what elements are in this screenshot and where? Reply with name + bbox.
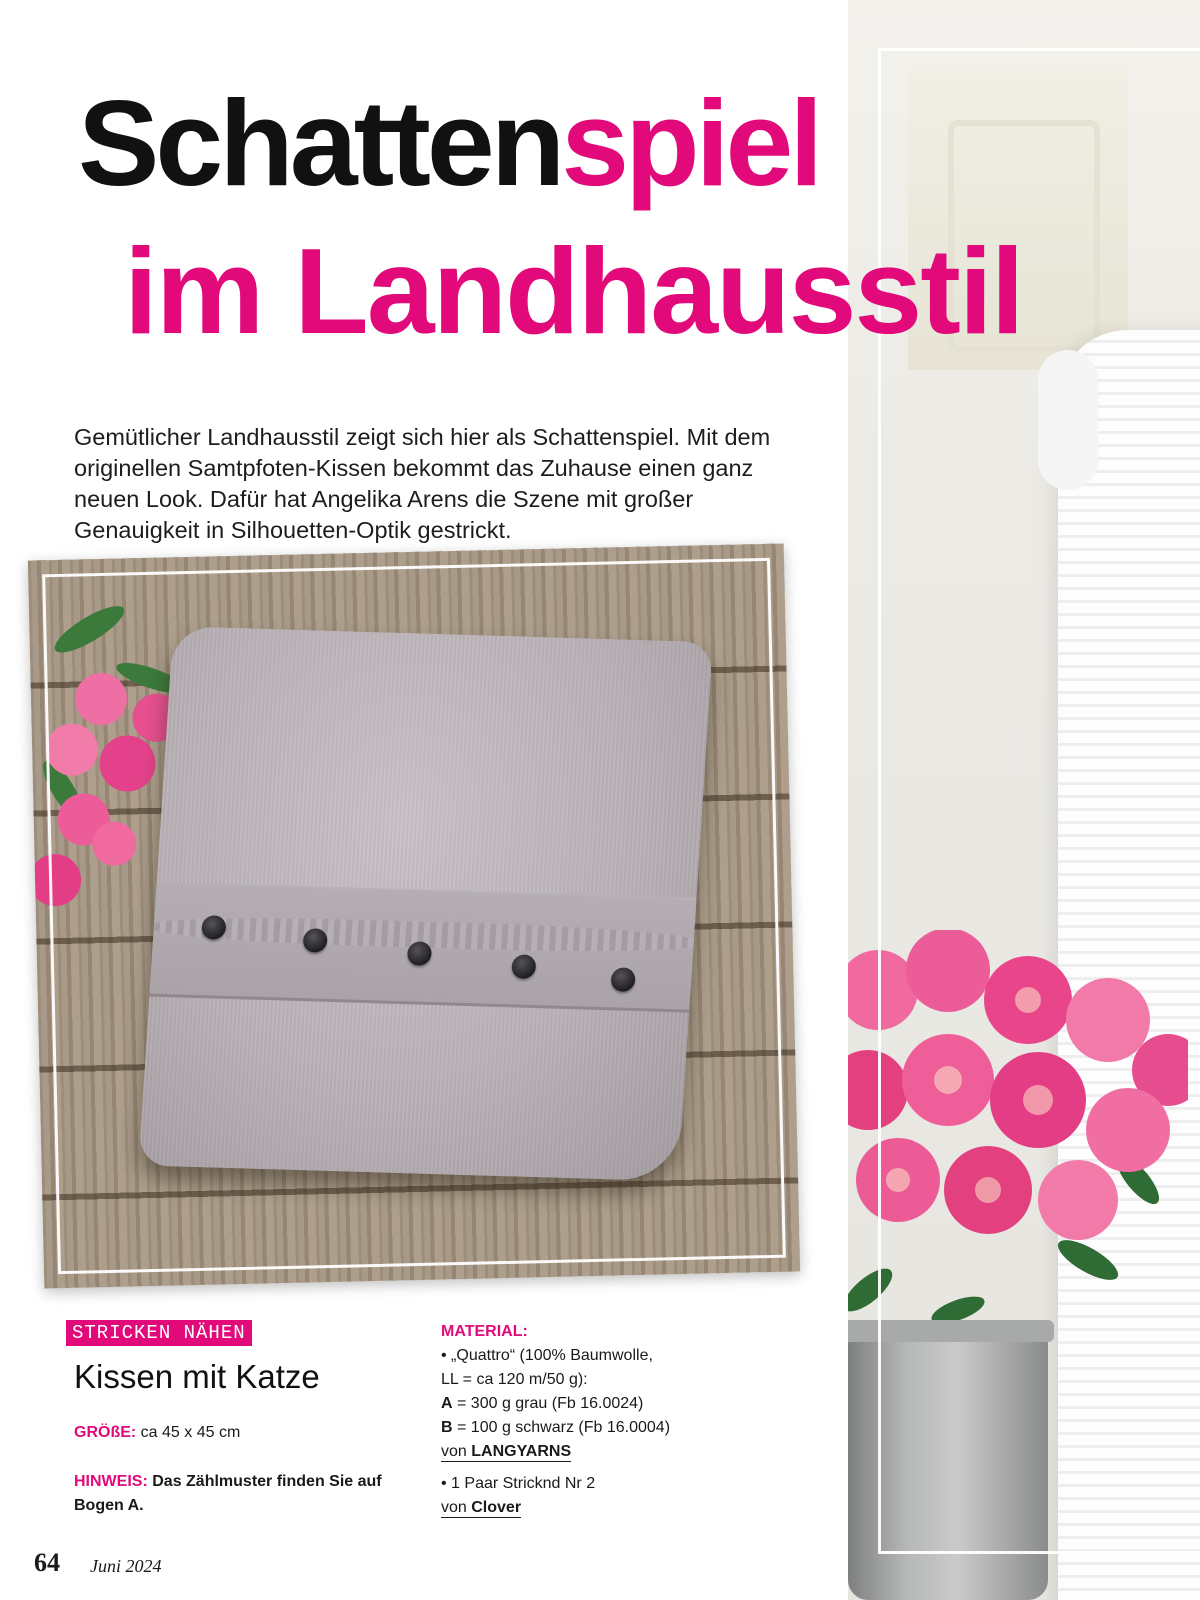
hint-info bbox=[74, 1470, 394, 1518]
headline-dark-part: Schatten bbox=[78, 75, 562, 211]
material-list bbox=[441, 1320, 741, 1520]
color-a-key: A bbox=[441, 1395, 453, 1412]
material-yarn: • „Quattro“ (100% Baumwolle, bbox=[441, 1347, 653, 1364]
headline-line-2: im Landhausstil bbox=[124, 223, 1023, 359]
supplier-2 bbox=[441, 1499, 521, 1518]
intro-text: Gemütlicher Landhausstil zeigt sich hier als Schattenspiel. Mit dem originellen Samtpfoten-Kissen bekommt das Zuhause einen ganz neuen Look. Dafür hat Angelika Arens die Szene mit großer Genauigkeit in Silhouetten-Optik gestrickt. bbox=[74, 423, 771, 543]
color-b-text: = 100 g schwarz (Fb 16.0004) bbox=[452, 1419, 671, 1436]
material-color-b bbox=[441, 1416, 741, 1440]
headline-line-1 bbox=[78, 75, 820, 211]
material-supplier-2 bbox=[441, 1496, 741, 1520]
hint-label: HINWEIS: bbox=[74, 1473, 148, 1490]
category-tag: STRICKEN NÄHEN bbox=[66, 1320, 252, 1346]
von-2: von bbox=[441, 1499, 472, 1516]
size-value: ca 45 x 45 cm bbox=[140, 1424, 241, 1441]
headline-pink-part: spiel bbox=[561, 75, 820, 211]
color-a-text: = 300 g grau (Fb 16.0024) bbox=[452, 1395, 644, 1412]
material-heading: MATERIAL: bbox=[441, 1323, 528, 1340]
size-info bbox=[74, 1424, 240, 1442]
material-needles: • 1 Paar Stricknd Nr 2 bbox=[441, 1475, 596, 1492]
von-1: von bbox=[441, 1443, 472, 1460]
product-name: Kissen mit Katze bbox=[74, 1358, 320, 1395]
issue-date: Juni 2024 bbox=[90, 1556, 162, 1576]
pillow-photo-frame bbox=[42, 558, 786, 1274]
brand-langyarns: LANGYARNS bbox=[471, 1443, 572, 1460]
material-color-a bbox=[441, 1392, 741, 1416]
material-yarn-length: LL = ca 120 m/50 g): bbox=[441, 1371, 588, 1388]
page-number: 64 bbox=[34, 1548, 60, 1577]
brand-clover: Clover bbox=[471, 1499, 522, 1516]
color-b-key: B bbox=[441, 1419, 453, 1436]
supplier-1 bbox=[441, 1443, 571, 1462]
material-supplier-1 bbox=[441, 1440, 741, 1464]
hint-text: Das Zählmuster finden Sie auf Bogen A. bbox=[74, 1473, 382, 1514]
pillow-photo bbox=[28, 544, 800, 1289]
size-label: GRÖßE: bbox=[74, 1424, 137, 1441]
